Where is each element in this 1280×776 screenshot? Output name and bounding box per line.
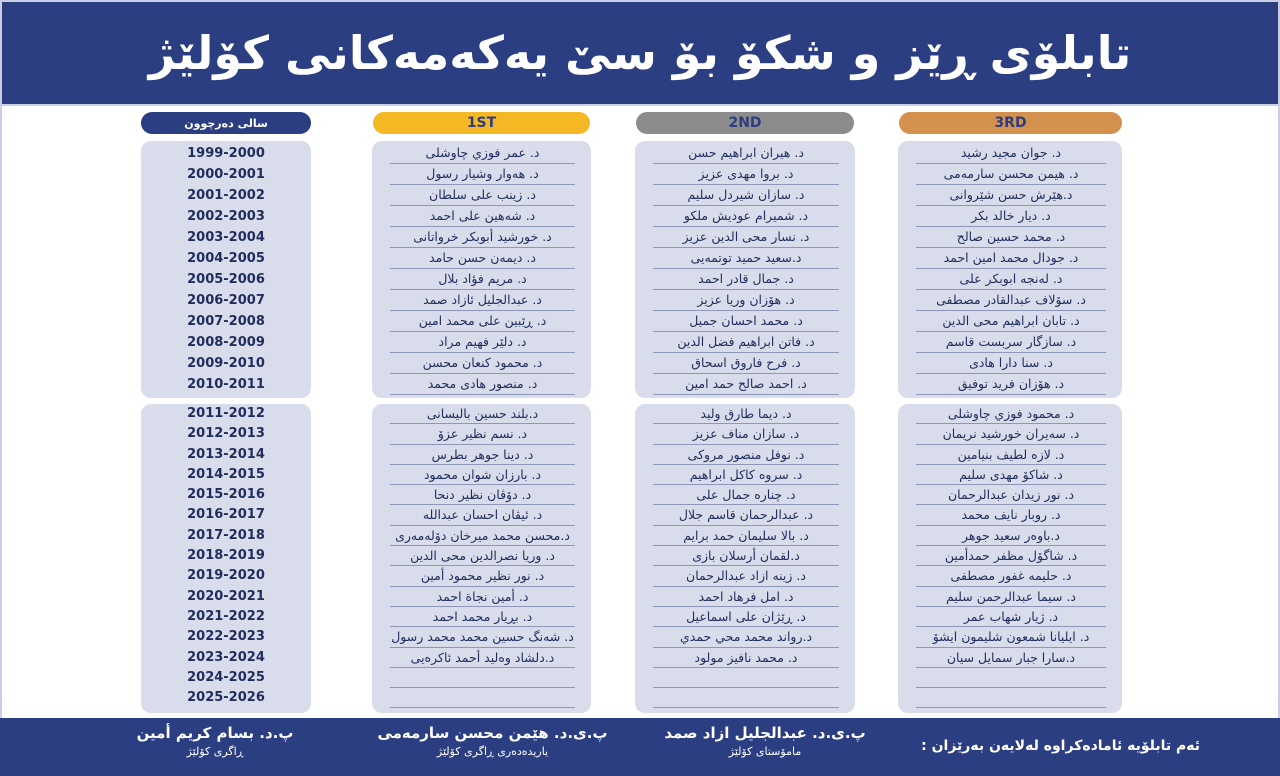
years-header: سالی دەرچوون (141, 112, 311, 134)
name-row: د. جودال محمد امین احمد (916, 248, 1106, 269)
year-row: 2002-2003 (187, 209, 265, 224)
name-row: د. شاگۆل مظفر حمدأمین (916, 546, 1106, 566)
year-row: 2024-2025 (187, 669, 265, 685)
signature-name: پ.ی.د. عبدالجلیل ازاد صمد (664, 724, 866, 742)
name-row: د.سعید حمید توتمەیی (653, 248, 839, 269)
header-banner (0, 0, 1280, 106)
name-row (653, 688, 839, 708)
year-row: 2015-2016 (187, 487, 265, 503)
name-row: د. سیما عبدالرحمن سلیم (916, 587, 1106, 607)
name-row: د. ڕێبین علی محمد امین (390, 311, 575, 332)
name-row: د. محمود فوزي چاوشلی (916, 404, 1106, 424)
name-row: د. سازگار سربست قاسم (916, 332, 1106, 353)
name-row: د.لقمان أرسلان بازی (653, 546, 839, 566)
year-row: 2011-2012 (187, 406, 265, 421)
prepared-by-label: ئەم تابلۆیە ئامادەکراوە لەلایەن بەرێزان : (921, 738, 1200, 754)
page-title: تابلۆی ڕێز و شکۆ بۆ سێ یەکەمەکانی کۆلێژ (148, 26, 1132, 80)
name-row (916, 688, 1106, 708)
name-row: د. دیار خالد بکر (916, 206, 1106, 227)
name-row (390, 688, 575, 708)
name-row: د. وریا نصرالدین محی الدین (390, 546, 575, 566)
year-row: 2010-2011 (187, 377, 265, 392)
year-row: 2001-2002 (187, 188, 265, 203)
year-row: 2004-2005 (187, 251, 265, 266)
year-row: 2009-2010 (187, 356, 265, 371)
name-row: د. فرح فاروق اسحاق (653, 353, 839, 374)
year-row: 2022-2023 (187, 629, 265, 645)
second-panel-top (635, 141, 855, 398)
year-row: 2014-2015 (187, 466, 265, 482)
name-row: د. چنارە جمال علی (653, 485, 839, 505)
name-row: د. هیمن محسن سارمەمی (916, 164, 1106, 185)
name-row: د. محمود کنعان محسن (390, 353, 575, 374)
name-row: د. هیران ابراهیم حسن (653, 143, 839, 164)
name-row: د. محمد حسین صالح (916, 227, 1106, 248)
name-row: د. جمال قادر احمد (653, 269, 839, 290)
name-row: د. جوان مجید رشید (916, 143, 1106, 164)
name-row: د. عمر فوزي چاوشلی (390, 143, 575, 164)
name-row: د.باوەر سعید جوهر (916, 526, 1106, 546)
name-row: د. امل فرهاد احمد (653, 587, 839, 607)
name-row (653, 668, 839, 688)
name-row: د. هۆزان وریا عزیز (653, 290, 839, 311)
year-row: 1999-2000 (187, 146, 265, 161)
signature-role: ڕاگری کۆلێژ (186, 745, 244, 758)
name-row: د. زینب علی سلطان (390, 185, 575, 206)
third-panel-bottom (898, 404, 1122, 713)
years-panel-bottom (141, 404, 311, 713)
signature-name: پ.ی.د. هێمن محسن سارمەمی (377, 724, 608, 742)
name-row: د. ڕێژان علی اسماعیل (653, 607, 839, 627)
name-row: د. سازان شیردل سلیم (653, 185, 839, 206)
name-row: د. ژیار شهاب عمر (916, 607, 1106, 627)
name-row: د. شاکۆ مهدی سلیم (916, 465, 1106, 485)
year-row: 2020-2021 (187, 588, 265, 604)
name-row: د. نوفل منصور مروکی (653, 445, 839, 465)
name-row: د. لەنجە ابوبکر علی (916, 269, 1106, 290)
name-row: د. بارزان شوان محمود (390, 465, 575, 485)
name-row: د. احمد صالح حمد امین (653, 374, 839, 395)
name-row: د. نور نظیر محمود أمین (390, 566, 575, 586)
name-row: د. بروا مهدی عزیز (653, 164, 839, 185)
name-row: د. بڕیار محمد احمد (390, 607, 575, 627)
name-row: د. عبدالجلیل ئازاد صمد (390, 290, 575, 311)
name-row (916, 668, 1106, 688)
name-row: د. عبدالرحمان قاسم جلال (653, 505, 839, 525)
year-row: 2018-2019 (187, 548, 265, 564)
third-place-header: 3RD (899, 112, 1122, 134)
name-row: د.هێرش حسن شێروانی (916, 185, 1106, 206)
name-row: د.محسن محمد میرخان دۆلەمەری (390, 526, 575, 546)
name-row: د. تابان ابراهیم محی الدین (916, 311, 1106, 332)
name-row: د. فاتن ابراهیم فضل الدین (653, 332, 839, 353)
second-place-header: 2ND (636, 112, 854, 134)
first-place-header: 1ST (373, 112, 590, 134)
name-row: د. خورشید أبوبکر خرواتانی (390, 227, 575, 248)
second-panel-bottom (635, 404, 855, 713)
third-panel-top (898, 141, 1122, 398)
name-row: د. محمد احسان جمیل (653, 311, 839, 332)
year-row: 2007-2008 (187, 314, 265, 329)
name-row: د. سروە کاکل ابراهیم (653, 465, 839, 485)
name-row: د. أمین نجاة احمد (390, 587, 575, 607)
name-row: د. هەوار وشیار رسول (390, 164, 575, 185)
signature-lecturer (650, 724, 880, 758)
year-row: 2025-2026 (187, 690, 265, 706)
year-row: 2003-2004 (187, 230, 265, 245)
name-row: د.سارا جبار سمایل سیان (916, 648, 1106, 668)
name-row: د. دلێر فهیم مراد (390, 332, 575, 353)
name-row: د. شمیرام عودیش ملکو (653, 206, 839, 227)
name-row: د. سۆلاف عبدالقادر مصطفی (916, 290, 1106, 311)
name-row: د. دیمەن حسن حامد (390, 248, 575, 269)
signature-name: پ.د. بسام کریم أمین (136, 724, 294, 742)
year-row: 2005-2006 (187, 272, 265, 287)
name-row: د. شەهین علی احمد (390, 206, 575, 227)
first-panel-bottom (372, 404, 591, 713)
name-row: د.بلند حسین بالیسانی (390, 404, 575, 424)
signature-dean (100, 724, 330, 758)
name-row: د. مریم فؤاد بلال (390, 269, 575, 290)
first-panel-top (372, 141, 591, 398)
year-row: 2021-2022 (187, 608, 265, 624)
name-row: د. نسار محی الدین عزیز (653, 227, 839, 248)
name-row: د. محمد نافیز مولود (653, 648, 839, 668)
name-row: د. ایلیانا شمعون شلیمون ایشۆ (916, 627, 1106, 647)
year-row: 2013-2014 (187, 446, 265, 462)
year-row: 2019-2020 (187, 568, 265, 584)
signature-assistant-dean (360, 724, 625, 758)
name-row: د.رواند محمد محي حمدي (653, 627, 839, 647)
signature-role: مامۆستای کۆلێژ (728, 745, 802, 758)
year-row: 2023-2024 (187, 649, 265, 665)
name-row: د. لازە لطیف بنیامین (916, 445, 1106, 465)
year-row: 2000-2001 (187, 167, 265, 182)
name-row: د. شەنگ حسین محمد محمد رسول (390, 627, 575, 647)
name-row: د. بالا سلیمان حمد برایم (653, 526, 839, 546)
year-row: 2017-2018 (187, 527, 265, 543)
year-row: 2006-2007 (187, 293, 265, 308)
name-row: د. هۆزان فرید توفیق (916, 374, 1106, 395)
year-row: 2008-2009 (187, 335, 265, 350)
year-row: 2012-2013 (187, 426, 265, 442)
name-row: د. نور زیدان عبدالرحمان (916, 485, 1106, 505)
name-row: د. دینا جوهر بطرس (390, 445, 575, 465)
name-row: د. زینە ازاد عبدالرحمان (653, 566, 839, 586)
name-row: د. سنا دارا هادی (916, 353, 1106, 374)
name-row (390, 668, 575, 688)
name-row: د. منصور هادی محمد (390, 374, 575, 395)
name-row: د. سەیران خورشید نریمان (916, 424, 1106, 444)
name-row: د. حلیمە غفور مصطفی (916, 566, 1106, 586)
name-row: د. روبار نایف محمد (916, 505, 1106, 525)
name-row: د. ئیڤان احسان عبدالله (390, 505, 575, 525)
name-row: د. دۆڤان نظیر دنحا (390, 485, 575, 505)
name-row: د.دلشاد وەلید أحمد ئاکرەیی (390, 648, 575, 668)
years-panel-top (141, 141, 311, 398)
year-row: 2016-2017 (187, 507, 265, 523)
name-row: د. نسم نظیر عزۆ (390, 424, 575, 444)
name-row: د. دیما طارق ولید (653, 404, 839, 424)
signature-role: یاریدەدەری ڕاگری کۆلێژ (436, 745, 549, 758)
name-row: د. سازان مناف عزیز (653, 424, 839, 444)
footer-banner (0, 718, 1280, 776)
